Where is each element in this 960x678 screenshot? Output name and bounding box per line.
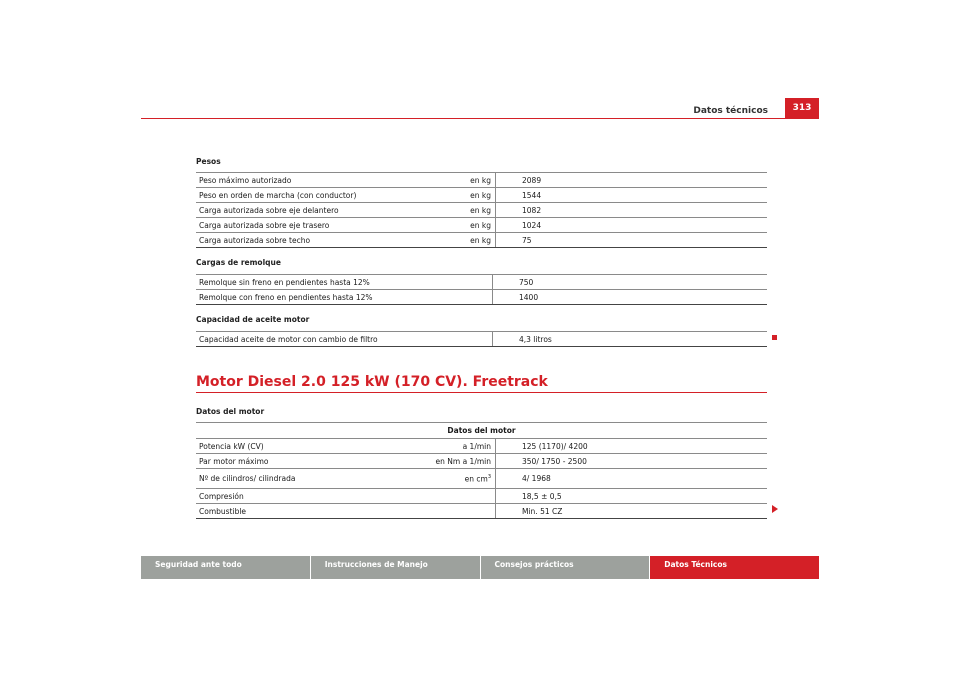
table-header: Datos del motor [196,423,767,439]
table-row [196,290,767,305]
row-name: Capacidad aceite de motor con cambio de filtro [196,332,493,347]
row-value: 18,5 ± 0,5 [496,489,768,504]
footer-nav [141,556,819,579]
row-name: Combustible [196,504,426,519]
row-value: 125 (1170)/ 4200 [496,439,768,454]
motor-title-divider [196,392,767,393]
row-unit: en kg [426,233,496,248]
section-label-remolque: Cargas de remolque [196,258,281,267]
row-unit: en kg [426,173,496,188]
row-value: 350/ 1750 - 2500 [496,454,768,469]
row-value: 75 [496,233,768,248]
row-unit [426,489,496,504]
row-value: 750 [493,275,768,290]
motor-title: Motor Diesel 2.0 125 kW (170 CV). Freetrack [196,374,548,390]
table-row [196,275,767,290]
tab-consejos[interactable]: Consejos prácticos [481,556,651,579]
row-value: 1400 [493,290,768,305]
pesos-table [196,172,767,248]
row-name: Remolque sin freno en pendientes hasta 12% [196,275,493,290]
row-name: Nº de cilindros/ cilindrada [196,469,426,489]
table-row [196,203,767,218]
table-row [196,504,767,519]
row-unit: en cm [464,474,488,484]
row-name: Par motor máximo [196,454,426,469]
table-row [196,218,767,233]
row-name: Potencia kW (CV) [196,439,426,454]
row-value: 1544 [496,188,768,203]
aceite-table [196,331,767,347]
unit-superscript: 3 [487,473,491,480]
table-row [196,454,767,469]
header-divider [141,118,819,119]
row-unit: a 1/min [426,439,496,454]
row-name: Remolque con freno en pendientes hasta 12% [196,290,493,305]
row-value: 4/ 1968 [496,469,768,489]
row-unit: en kg [426,203,496,218]
row-unit-cell [426,469,496,489]
table-row [196,469,767,489]
table-row [196,173,767,188]
row-value: 1082 [496,203,768,218]
row-name: Carga autorizada sobre eje trasero [196,218,426,233]
row-unit: en Nm a 1/min [426,454,496,469]
row-name: Peso en orden de marcha (con conductor) [196,188,426,203]
section-label-pesos: Pesos [196,157,221,166]
header-title: Datos técnicos [693,106,768,116]
tab-seguridad[interactable]: Seguridad ante todo [141,556,311,579]
remolque-table [196,274,767,305]
table-row [196,233,767,248]
tab-instrucciones[interactable]: Instrucciones de Manejo [311,556,481,579]
row-value: 2089 [496,173,768,188]
row-unit [426,504,496,519]
tab-datos-tecnicos[interactable]: Datos Técnicos [650,556,819,579]
page-number: 313 [785,98,819,118]
row-name: Compresión [196,489,426,504]
section-label-aceite: Capacidad de aceite motor [196,315,310,324]
table-header-row [196,423,767,439]
row-unit: en kg [426,188,496,203]
section-end-marker [772,335,777,340]
table-row [196,439,767,454]
row-value: Min. 51 CZ [496,504,768,519]
row-name: Carga autorizada sobre eje delantero [196,203,426,218]
row-value: 4,3 litros [493,332,768,347]
motor-table [196,422,767,519]
continue-arrow-icon [772,505,778,513]
row-name: Carga autorizada sobre techo [196,233,426,248]
table-row [196,188,767,203]
table-row [196,489,767,504]
table-row [196,332,767,347]
row-unit: en kg [426,218,496,233]
section-label-motor: Datos del motor [196,407,265,416]
row-name: Peso máximo autorizado [196,173,426,188]
row-value: 1024 [496,218,768,233]
